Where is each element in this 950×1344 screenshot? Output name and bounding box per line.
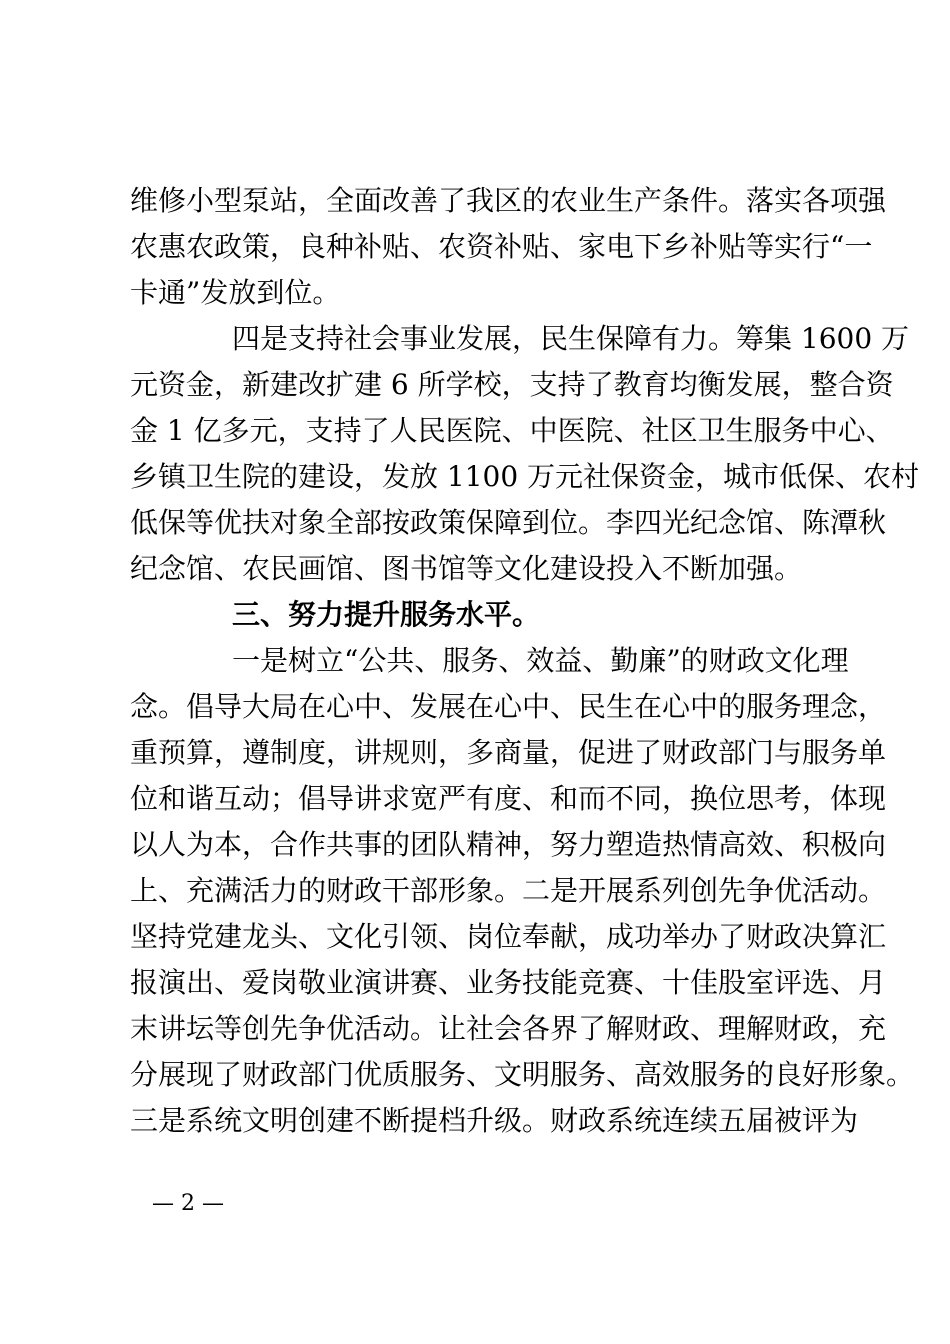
body-line-15: 以人为本，合作共事的团队精神，努力塑造热情高效、积极向	[130, 828, 887, 861]
body-line-14: 位和谐互动；倡导讲求宽严有度、和而不同，换位思考，体现	[130, 782, 887, 815]
body-line-18: 报演出、爱岗敬业演讲赛、业务技能竞赛、十佳股室评选、月	[130, 966, 887, 999]
body-line-19: 末讲坛等创先争优活动。让社会各界了解财政、理解财政，充	[130, 1012, 887, 1045]
body-line-1: 维修小型泵站，全面改善了我区的农业生产条件。落实各项强	[130, 184, 887, 217]
body-line-5: 元资金，新建改扩建 6 所学校，支持了教育均衡发展，整合资	[130, 368, 894, 401]
body-line-21: 三是系统文明创建不断提档升级。财政系统连续五届被评为	[130, 1104, 859, 1137]
body-line-7: 乡镇卫生院的建设，发放 1100 万元社保资金，城市低保、农村	[130, 460, 920, 493]
body-line-17: 坚持党建龙头、文化引领、岗位奉献，成功举办了财政决算汇	[130, 920, 887, 953]
body-line-9: 纪念馆、农民画馆、图书馆等文化建设投入不断加强。	[130, 552, 803, 585]
body-line-20: 分展现了财政部门优质服务、文明服务、高效服务的良好形象。	[130, 1058, 915, 1091]
body-line-12: 念。倡导大局在心中、发展在心中、民生在心中的服务理念，	[130, 690, 887, 723]
body-line-2: 农惠农政策，良种补贴、农资补贴、家电下乡补贴等实行“一	[130, 230, 873, 263]
page-number: — 2 —	[152, 1191, 224, 1216]
body-line-3: 卡通”发放到位。	[130, 276, 341, 309]
section-heading: 三、努力提升服务水平。	[232, 598, 541, 631]
body-line-16: 上、充满活力的财政干部形象。二是开展系列创先争优活动。	[130, 874, 887, 907]
body-line-4: 四是支持社会事业发展，民生保障有力。筹集 1600 万	[232, 322, 910, 355]
body-line-11: 一是树立“公共、服务、效益、勤廉”的财政文化理	[232, 644, 849, 677]
body-line-6: 金 1 亿多元，支持了人民医院、中医院、社区卫生服务中心、	[130, 414, 894, 447]
body-line-8: 低保等优扶对象全部按政策保障到位。李四光纪念馆、陈潭秋	[130, 506, 887, 539]
body-line-13: 重预算，遵制度，讲规则，多商量，促进了财政部门与服务单	[130, 736, 887, 769]
